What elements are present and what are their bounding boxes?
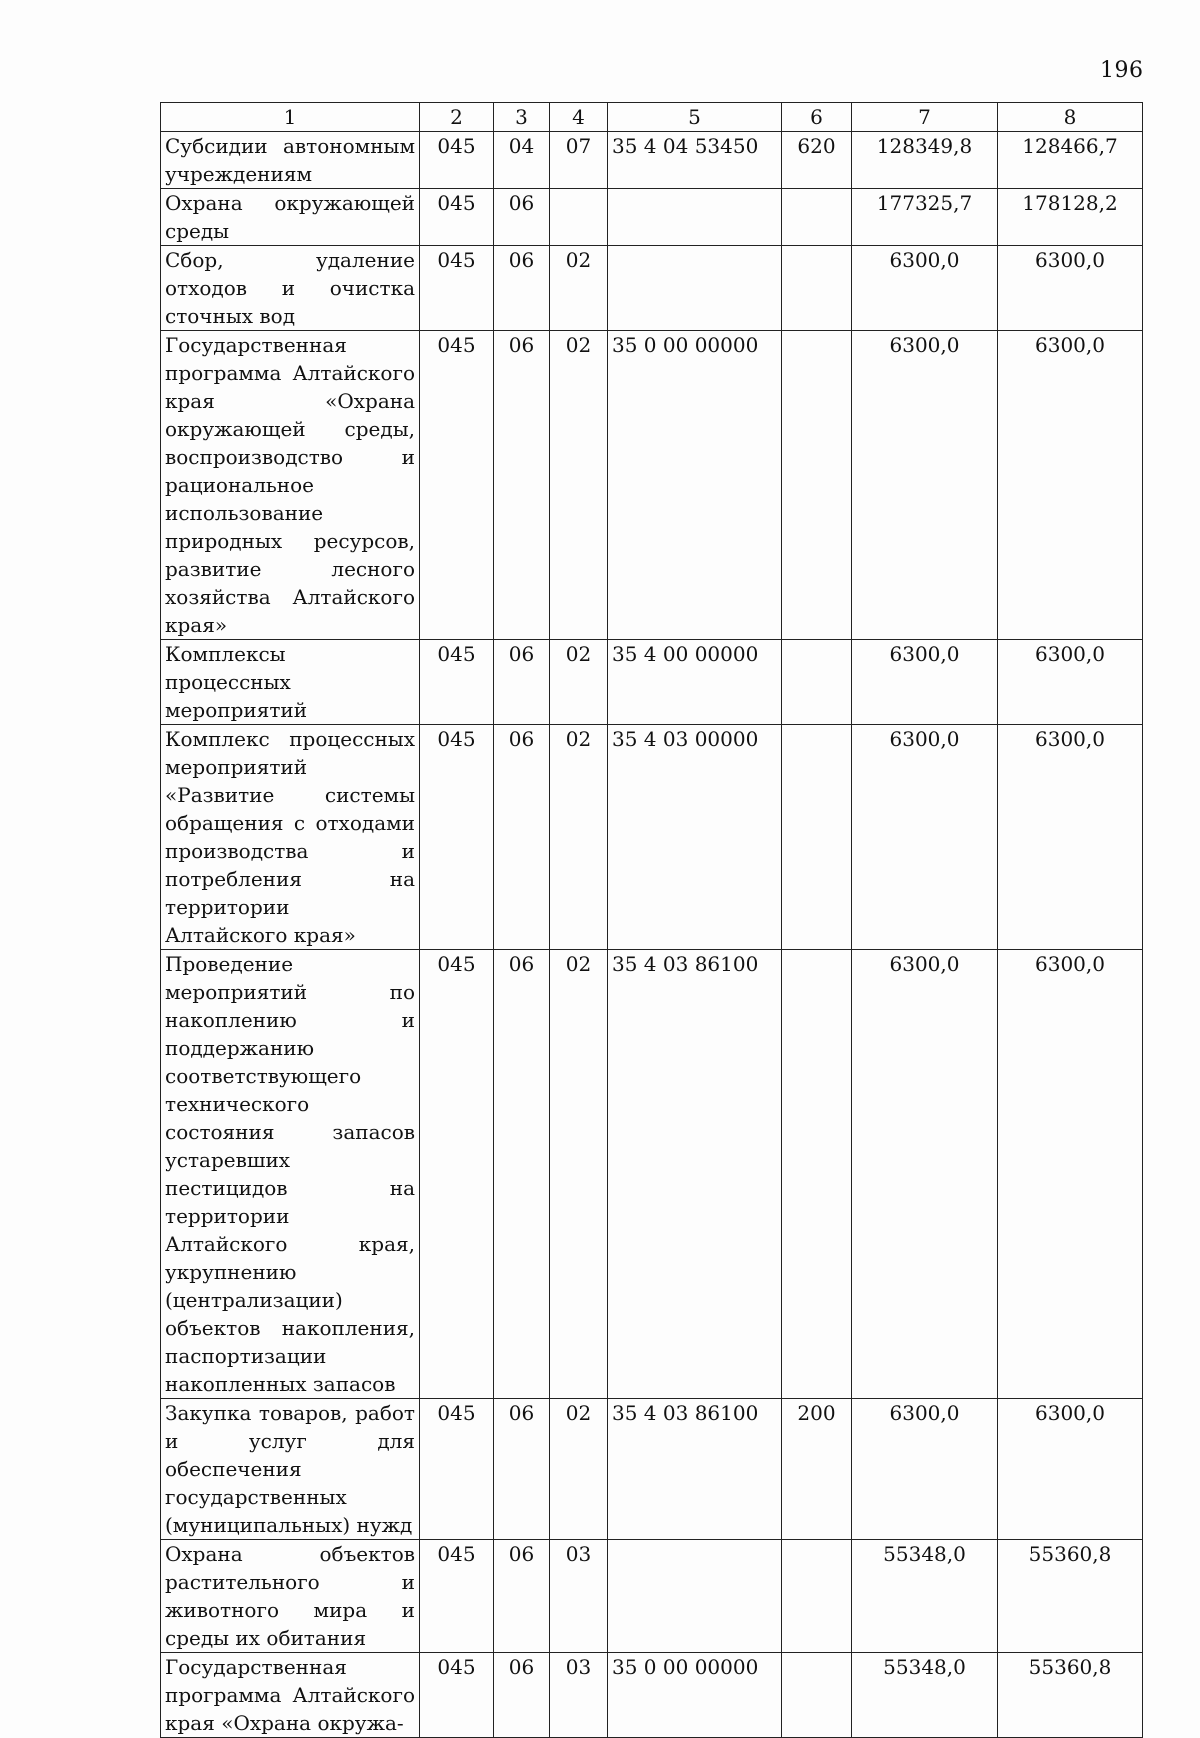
table-row bbox=[161, 189, 1143, 246]
table-row bbox=[161, 331, 1143, 640]
row-target-article: 35 4 03 86100 bbox=[608, 950, 782, 1399]
row-sum-col8: 178128,2 bbox=[998, 189, 1143, 246]
column-header-5: 5 bbox=[608, 103, 782, 132]
row-name: Закупка товаров, работ и услуг для обеспечения государственных (муниципальных) нужд bbox=[161, 1399, 420, 1540]
row-section-code: 06 bbox=[494, 640, 550, 725]
column-header-7: 7 bbox=[852, 103, 998, 132]
row-subsection-code: 03 bbox=[550, 1653, 608, 1738]
row-section-code: 06 bbox=[494, 1399, 550, 1540]
column-header-8: 8 bbox=[998, 103, 1143, 132]
row-expense-type bbox=[782, 950, 852, 1399]
table-body bbox=[161, 132, 1143, 1738]
table-row bbox=[161, 246, 1143, 331]
row-target-article: 35 0 00 00000 bbox=[608, 1653, 782, 1738]
row-admin-code: 045 bbox=[420, 189, 494, 246]
row-name: Охрана объектов растительного и животного мира и среды их обитания bbox=[161, 1540, 420, 1653]
row-subsection-code: 02 bbox=[550, 950, 608, 1399]
row-sum-col7: 6300,0 bbox=[852, 950, 998, 1399]
row-admin-code: 045 bbox=[420, 640, 494, 725]
row-section-code: 06 bbox=[494, 725, 550, 950]
row-section-code: 06 bbox=[494, 950, 550, 1399]
row-subsection-code: 02 bbox=[550, 725, 608, 950]
row-target-article: 35 4 00 00000 bbox=[608, 640, 782, 725]
row-sum-col8: 55360,8 bbox=[998, 1540, 1143, 1653]
row-subsection-code: 02 bbox=[550, 331, 608, 640]
table-row bbox=[161, 1399, 1143, 1540]
row-target-article: 35 0 00 00000 bbox=[608, 331, 782, 640]
row-name: Проведение мероприятий по накоплению и поддержанию соответствующего технического состояния запасов устаревших пестицидов на территории Алтайского края, укрупнению (централизации) объектов накопления, паспортизации накопленных запасов bbox=[161, 950, 420, 1399]
table-header-row bbox=[161, 103, 1143, 132]
row-expense-type bbox=[782, 725, 852, 950]
row-sum-col7: 6300,0 bbox=[852, 331, 998, 640]
column-header-1: 1 bbox=[161, 103, 420, 132]
column-header-4: 4 bbox=[550, 103, 608, 132]
row-subsection-code: 03 bbox=[550, 1540, 608, 1653]
row-expense-type bbox=[782, 1540, 852, 1653]
row-expense-type: 620 bbox=[782, 132, 852, 189]
row-name: Комплексы процессных мероприятий bbox=[161, 640, 420, 725]
table-row bbox=[161, 1653, 1143, 1738]
column-header-3: 3 bbox=[494, 103, 550, 132]
row-admin-code: 045 bbox=[420, 950, 494, 1399]
table-row bbox=[161, 1540, 1143, 1653]
budget-table bbox=[160, 102, 1143, 1738]
row-sum-col7: 128349,8 bbox=[852, 132, 998, 189]
row-sum-col8: 6300,0 bbox=[998, 950, 1143, 1399]
row-sum-col8: 55360,8 bbox=[998, 1653, 1143, 1738]
row-admin-code: 045 bbox=[420, 331, 494, 640]
row-subsection-code: 02 bbox=[550, 1399, 608, 1540]
row-sum-col8: 6300,0 bbox=[998, 246, 1143, 331]
row-name: Государственная программа Алтайского края «Охрана окружающей среды, воспроизводство и рациональное использование природных ресурсов, развитие лесного хозяйства Алтайского края» bbox=[161, 331, 420, 640]
table-row bbox=[161, 725, 1143, 950]
row-sum-col8: 6300,0 bbox=[998, 725, 1143, 950]
column-header-2: 2 bbox=[420, 103, 494, 132]
row-target-article: 35 4 03 86100 bbox=[608, 1399, 782, 1540]
row-name: Субсидии автономным учреждениям bbox=[161, 132, 420, 189]
table-row bbox=[161, 132, 1143, 189]
row-section-code: 06 bbox=[494, 246, 550, 331]
table-row bbox=[161, 640, 1143, 725]
row-admin-code: 045 bbox=[420, 1399, 494, 1540]
row-admin-code: 045 bbox=[420, 725, 494, 950]
row-expense-type bbox=[782, 331, 852, 640]
row-name: Охрана окружающей среды bbox=[161, 189, 420, 246]
row-sum-col8: 128466,7 bbox=[998, 132, 1143, 189]
row-expense-type bbox=[782, 640, 852, 725]
page-number: 196 bbox=[1100, 58, 1144, 83]
row-section-code: 06 bbox=[494, 331, 550, 640]
row-name: Комплекс процессных мероприятий «Развитие системы обращения с отходами производства и потребления на территории Алтайского края» bbox=[161, 725, 420, 950]
row-target-article: 35 4 04 53450 bbox=[608, 132, 782, 189]
row-sum-col7: 55348,0 bbox=[852, 1540, 998, 1653]
row-sum-col8: 6300,0 bbox=[998, 640, 1143, 725]
row-section-code: 06 bbox=[494, 189, 550, 246]
row-sum-col7: 177325,7 bbox=[852, 189, 998, 246]
column-header-6: 6 bbox=[782, 103, 852, 132]
row-admin-code: 045 bbox=[420, 132, 494, 189]
row-sum-col7: 6300,0 bbox=[852, 246, 998, 331]
row-sum-col7: 6300,0 bbox=[852, 1399, 998, 1540]
row-section-code: 06 bbox=[494, 1540, 550, 1653]
row-section-code: 06 bbox=[494, 1653, 550, 1738]
row-sum-col8: 6300,0 bbox=[998, 331, 1143, 640]
row-target-article bbox=[608, 246, 782, 331]
row-admin-code: 045 bbox=[420, 1540, 494, 1653]
row-name: Государственная программа Алтайского края «Охрана окружа- bbox=[161, 1653, 420, 1738]
row-subsection-code bbox=[550, 189, 608, 246]
row-expense-type: 200 bbox=[782, 1399, 852, 1540]
row-subsection-code: 07 bbox=[550, 132, 608, 189]
row-target-article bbox=[608, 1540, 782, 1653]
row-subsection-code: 02 bbox=[550, 246, 608, 331]
row-sum-col7: 55348,0 bbox=[852, 1653, 998, 1738]
row-expense-type bbox=[782, 189, 852, 246]
row-section-code: 04 bbox=[494, 132, 550, 189]
row-target-article bbox=[608, 189, 782, 246]
row-sum-col8: 6300,0 bbox=[998, 1399, 1143, 1540]
row-subsection-code: 02 bbox=[550, 640, 608, 725]
row-admin-code: 045 bbox=[420, 246, 494, 331]
row-name: Сбор, удаление отходов и очистка сточных вод bbox=[161, 246, 420, 331]
table-row bbox=[161, 950, 1143, 1399]
row-sum-col7: 6300,0 bbox=[852, 640, 998, 725]
row-expense-type bbox=[782, 1653, 852, 1738]
row-expense-type bbox=[782, 246, 852, 331]
row-sum-col7: 6300,0 bbox=[852, 725, 998, 950]
row-admin-code: 045 bbox=[420, 1653, 494, 1738]
row-target-article: 35 4 03 00000 bbox=[608, 725, 782, 950]
